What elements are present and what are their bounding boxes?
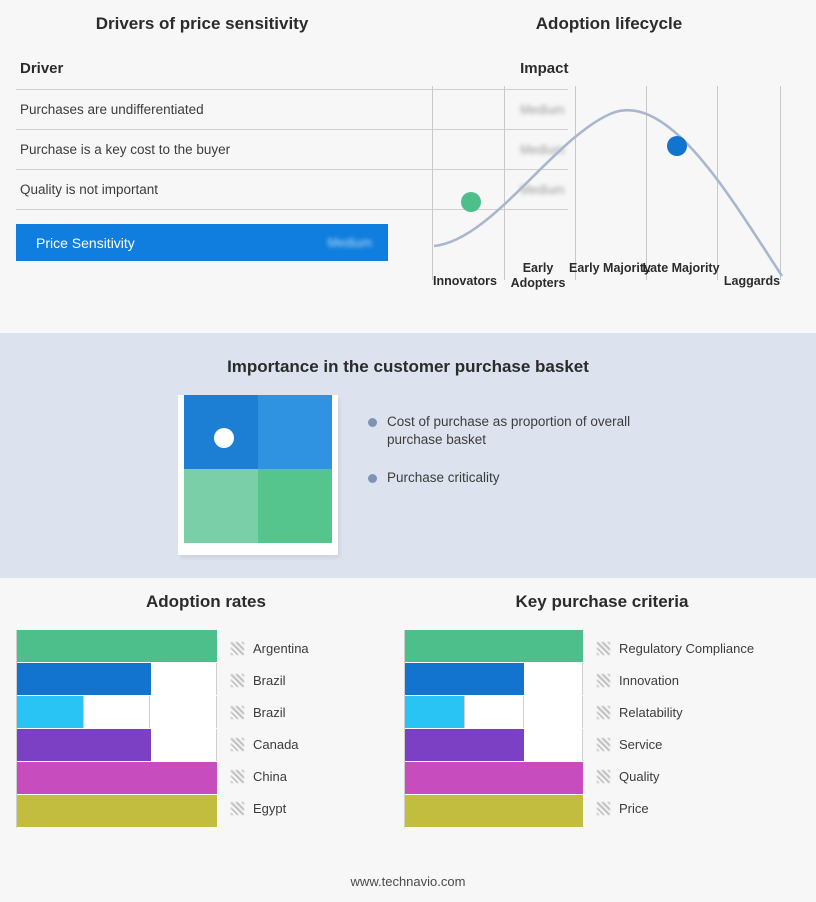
criteria-icon [597,674,610,687]
drivers-panel-title: Drivers of price sensitivity [95,14,309,33]
lifecycle-axis-labels [432,261,784,304]
criteria-icon [597,706,610,719]
flag-icon [231,802,244,815]
bar-canada [17,729,151,761]
key-purchase-criteria-title: Key purchase criteria [515,592,689,611]
bar-label-text: Regulatory Compliance [619,640,755,656]
bar-row [405,762,583,795]
bar-price [405,795,583,827]
bar-label-text: Service [619,736,663,752]
key-purchase-criteria-panel [404,592,800,828]
flag-icon [231,674,244,687]
bar-label-text: Quality [619,768,660,784]
legend-item-label: Cost of purchase as proportion of overall purchase basket [387,414,631,447]
bar-label [231,728,309,760]
adoption-lifecycle-title: Adoption lifecycle [535,14,683,33]
adoption-rates-chart [16,630,396,828]
bar-egypt [17,795,217,827]
column-header-impact: Impact [230,60,568,90]
adoption-bar-labels [231,630,309,828]
lifecycle-label-early-adopters: Early Adopters [510,261,566,290]
bar-row [17,762,217,795]
bar-argentina [17,630,217,662]
bar-label-text: Egypt [253,800,287,816]
bar-label [597,728,754,760]
bar-label-text: Brazil [253,672,286,688]
quadrant-bottom-left [184,469,258,543]
bar-row [405,696,583,729]
quadrant-bottom-right [258,469,332,543]
bar-label-text: Brazil [253,704,286,720]
bar-innovation [405,663,524,695]
bar-label [597,696,754,728]
bullet-icon [368,474,377,483]
bar-label [231,760,309,792]
bar-row [405,630,583,663]
source-footer: www.technavio.com [350,874,466,889]
adoption-rates-title: Adoption rates [146,592,266,611]
lifecycle-curve [432,44,784,280]
criteria-icon [597,802,610,815]
legend-item [368,469,668,487]
lifecycle-marker-innovators [461,192,481,212]
bar-label-text: Innovation [619,672,679,688]
legend-item [368,413,668,449]
bar-row [17,630,217,663]
lifecycle-label-late-majority: Late Majority [642,261,720,275]
flag-icon [231,770,244,783]
bar-label [597,632,754,664]
bar-row [17,696,217,729]
bar-service [405,729,524,761]
price-sensitivity-summary [16,224,388,261]
driver-impact-value: Medium [230,90,568,130]
bar-row [17,795,217,828]
bar-label [231,632,309,664]
lifecycle-label-innovators: Innovators [433,274,497,288]
key-purchase-criteria-chart [404,630,800,828]
quadrant-top-right [258,395,332,469]
price-sensitivity-value: Medium [327,235,372,250]
flag-icon [231,738,244,751]
adoption-lifecycle-panel [418,14,800,314]
bar-row [17,663,217,696]
flag-icon [231,642,244,655]
criteria-icon [597,738,610,751]
bar-china [17,762,217,794]
criteria-bars [404,630,583,828]
legend-item-label: Purchase criticality [387,470,500,485]
bar-label [231,696,309,728]
purchase-basket-title: Importance in the customer purchase basket [227,357,589,376]
lifecycle-marker-late-majority [667,136,687,156]
bar-row [405,729,583,762]
criteria-icon [597,642,610,655]
lifecycle-label-laggards: Laggards [723,274,781,288]
bullet-icon [368,418,377,427]
driver-name: Quality is not important [16,170,230,210]
purchase-basket-legend [368,413,668,507]
adoption-rates-panel [16,592,396,828]
bar-relatability [405,696,464,728]
quadrant-position-marker [214,428,234,448]
drivers-panel [16,14,569,261]
adoption-lifecycle-chart [432,44,784,276]
bar-brazil-2 [17,696,83,728]
bar-row [405,663,583,696]
flag-icon [231,706,244,719]
bar-label [231,792,309,824]
bar-label-text: Price [619,800,649,816]
bar-label-text: Argentina [253,640,309,656]
adoption-bars [16,630,217,828]
bar-quality [405,762,583,794]
purchase-basket-panel [0,333,816,578]
bar-row [17,729,217,762]
bar-label-text: Canada [253,736,299,752]
bar-label-text: China [253,768,287,784]
bar-brazil-1 [17,663,151,695]
bar-label [231,664,309,696]
bar-label [597,792,754,824]
driver-impact-value: Medium [230,170,568,210]
price-sensitivity-label: Price Sensitivity [36,234,135,251]
criteria-bar-labels [597,630,754,828]
criteria-icon [597,770,610,783]
driver-name: Purchase is a key cost to the buyer [16,130,230,170]
driver-name: Purchases are undifferentiated [16,90,230,130]
column-header-driver: Driver [16,60,230,90]
bar-label [597,760,754,792]
lifecycle-label-early-majority: Early Majority [569,261,651,275]
bar-label [597,664,754,696]
bar-label-text: Relatability [619,704,683,720]
quadrant-grid [184,395,332,543]
bar-regulatory-compliance [405,630,583,662]
driver-impact-value: Medium [230,130,568,170]
purchase-basket-matrix [178,395,338,555]
bar-row [405,795,583,828]
